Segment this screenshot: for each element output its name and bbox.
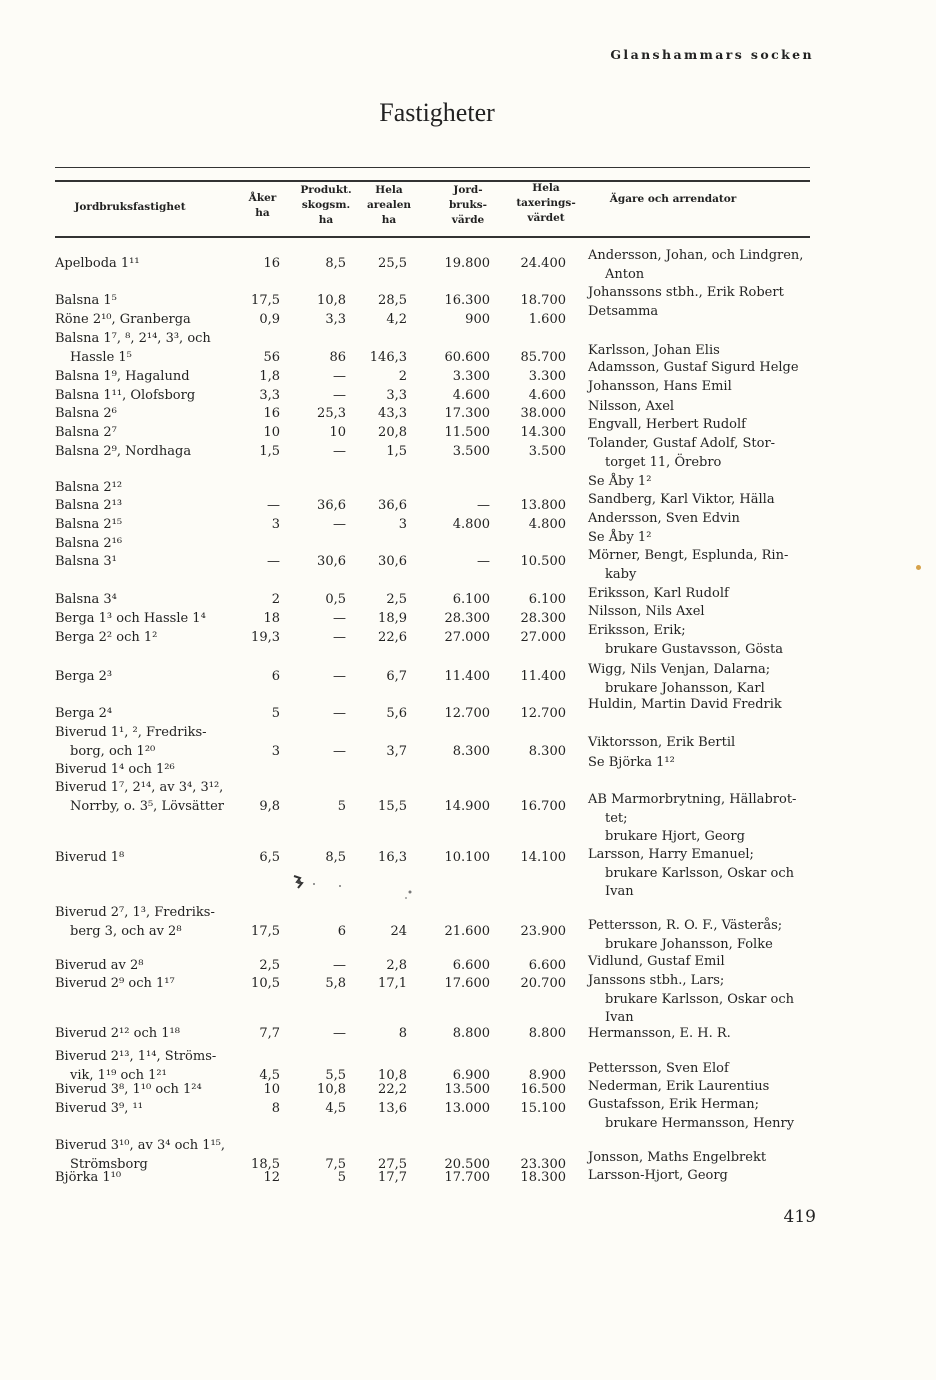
taxeringsvarde-value: 23.900 xyxy=(520,923,566,939)
owner-name: tet; xyxy=(605,810,628,826)
jordbruksvarde-value: — xyxy=(477,498,490,513)
areal-value: 28,5 xyxy=(378,293,407,308)
skog-value: — xyxy=(333,388,346,403)
owner-name: Sandberg, Karl Viktor, Hälla xyxy=(588,492,775,507)
aker-value: 7,7 xyxy=(259,1026,280,1041)
owner-name: Karlsson, Johan Elis xyxy=(588,343,720,358)
skog-value: — xyxy=(333,444,346,459)
property-name: Biverud 2¹² och 1¹⁸ xyxy=(55,1026,180,1041)
skog-value: — xyxy=(333,630,346,645)
taxeringsvarde-value: 23.300 xyxy=(520,1156,566,1172)
owner-name: Anton xyxy=(605,266,645,282)
taxeringsvarde-value: 27.000 xyxy=(520,630,566,645)
property-name: Biverud 3⁸, 1¹⁰ och 1²⁴ xyxy=(55,1082,202,1097)
areal-value: 13,6 xyxy=(378,1101,407,1116)
owner-name: Nilsson, Axel xyxy=(588,399,675,414)
owner-name: Eriksson, Erik; xyxy=(588,623,686,638)
aker-value: — xyxy=(267,554,280,569)
owner-name: brukare Hjort, Georg xyxy=(605,829,745,844)
jordbruksvarde-value: 17.700 xyxy=(444,1170,490,1185)
aker-value: 0,9 xyxy=(259,312,280,327)
jordbruksvarde-value: 60.600 xyxy=(444,349,490,365)
taxeringsvarde-value: 16.700 xyxy=(520,798,566,814)
areal-value: 3,7 xyxy=(386,743,407,759)
jordbruksvarde-value: 900 xyxy=(465,312,490,327)
jordbruksvarde-value: 6.600 xyxy=(452,958,490,973)
taxeringsvarde-value: 18.300 xyxy=(520,1170,566,1185)
property-name: Biverud 1⁸ xyxy=(55,850,125,865)
taxeringsvarde-value: 8.800 xyxy=(528,1026,566,1041)
skog-value: — xyxy=(333,669,346,684)
jordbruksvarde-value: 27.000 xyxy=(444,630,490,645)
property-name: Balsna 3¹ xyxy=(55,554,117,569)
areal-value: 6,7 xyxy=(386,669,407,684)
owner-name: Vidlund, Gustaf Emil xyxy=(588,954,725,969)
areal-value: 20,8 xyxy=(378,425,407,440)
header-top-rule xyxy=(55,180,810,182)
jordbruksvarde-value: 6.100 xyxy=(452,592,490,607)
areal-value: 10,8 xyxy=(378,1067,407,1083)
taxeringsvarde-value: 24.400 xyxy=(520,256,566,271)
skog-value: 0,5 xyxy=(325,592,346,607)
taxeringsvarde-value: 28.300 xyxy=(520,611,566,626)
owner-name: Detsamma xyxy=(588,304,659,319)
jordbruksvarde-value: 28.300 xyxy=(444,611,490,626)
aker-value: 2 xyxy=(271,592,280,607)
jordbruksvarde-value: 16.300 xyxy=(444,293,490,308)
aker-value: 3 xyxy=(271,743,280,759)
property-name: Biverud 2⁷, 1³, Fredriks- xyxy=(55,905,215,920)
skog-value: — xyxy=(333,369,346,384)
aker-value: 6,5 xyxy=(259,850,280,865)
areal-value: 27,5 xyxy=(378,1156,407,1172)
skog-value: 10 xyxy=(329,425,346,440)
property-name: Biverud 3¹⁰, av 3⁴ och 1¹⁵, xyxy=(55,1138,226,1153)
property-name: Balsna 2⁷ xyxy=(55,425,117,440)
ink-smudge xyxy=(288,870,418,906)
skog-value: — xyxy=(333,611,346,626)
areal-value: 1,5 xyxy=(386,444,407,459)
column-header: Ägare och arrendator xyxy=(609,193,737,205)
taxeringsvarde-value: 14.300 xyxy=(520,425,566,440)
owner-name: Nederman, Erik Laurentius xyxy=(588,1079,770,1094)
jordbruksvarde-value: 20.500 xyxy=(444,1156,490,1172)
owner-name: kaby xyxy=(605,566,637,582)
property-name: Balsna 1¹¹, Olofsborg xyxy=(55,388,196,403)
aker-value: 10 xyxy=(263,425,280,440)
aker-value: 18 xyxy=(263,611,280,626)
areal-value: 3 xyxy=(398,517,407,532)
jordbruksvarde-value: 11.400 xyxy=(444,669,490,684)
aker-value: 16 xyxy=(263,406,280,421)
skog-value: 10,8 xyxy=(317,1082,346,1097)
property-name: Norrby, o. 3⁵, Lövsätter xyxy=(70,798,225,814)
owner-name: Pettersson, Sven Elof xyxy=(588,1061,729,1076)
column-header: Jord- bruks- värde xyxy=(448,184,488,226)
skog-value: 30,6 xyxy=(317,554,346,569)
owner-name: brukare Johansson, Karl xyxy=(605,680,765,696)
jordbruksvarde-value: 11.500 xyxy=(444,425,490,440)
aker-value: 1,8 xyxy=(259,369,280,384)
taxeringsvarde-value: 15.100 xyxy=(520,1101,566,1116)
areal-value: 36,6 xyxy=(378,498,407,513)
property-name: Balsna 2⁹, Nordhaga xyxy=(55,444,192,459)
owner-name: Ivan xyxy=(605,884,634,899)
aker-value: 10 xyxy=(263,1082,280,1097)
owner-name: brukare Hermansson, Henry xyxy=(605,1115,795,1131)
property-name: Balsna 2⁶ xyxy=(55,406,117,421)
jordbruksvarde-value: 17.300 xyxy=(444,406,490,421)
taxeringsvarde-value: 12.700 xyxy=(520,706,566,721)
taxeringsvarde-value: 3.500 xyxy=(528,444,566,459)
taxeringsvarde-value: 14.100 xyxy=(520,850,566,865)
taxeringsvarde-value: 10.500 xyxy=(520,554,566,569)
skog-value: 3,3 xyxy=(325,312,346,327)
areal-value: 43,3 xyxy=(378,406,407,421)
areal-value: 25,5 xyxy=(378,256,407,271)
areal-value: 18,9 xyxy=(378,611,407,626)
skog-value: 5,8 xyxy=(325,976,346,991)
owner-name: Larsson, Harry Emanuel; xyxy=(588,847,754,862)
jordbruksvarde-value: 19.800 xyxy=(444,256,490,271)
property-name: Balsna 2¹³ xyxy=(55,498,123,513)
skog-value: — xyxy=(333,517,346,532)
jordbruksvarde-value: 4.600 xyxy=(452,388,490,403)
page-number: 419 xyxy=(783,1207,816,1227)
property-name: Balsna 2¹⁵ xyxy=(55,517,123,532)
aker-value: 3,3 xyxy=(259,388,280,403)
property-name: Berga 2⁴ xyxy=(55,706,113,721)
skog-value: 25,3 xyxy=(317,406,346,421)
owner-name: Se Åby 1² xyxy=(588,530,652,545)
property-name: Röne 2¹⁰, Granberga xyxy=(55,312,191,327)
owner-name: Adamsson, Gustaf Sigurd Helge xyxy=(588,360,799,375)
aker-value: 3 xyxy=(271,517,280,532)
jordbruksvarde-value: 8.300 xyxy=(452,743,490,759)
aker-value: 19,3 xyxy=(251,630,280,645)
areal-value: 8 xyxy=(398,1026,407,1041)
property-name: vik, 1¹⁹ och 1²¹ xyxy=(70,1067,167,1083)
areal-value: 17,1 xyxy=(378,976,407,991)
aker-value: 5 xyxy=(271,706,280,721)
owner-name: brukare Gustavsson, Gösta xyxy=(605,641,783,657)
property-name: Biverud 3⁹, ¹¹ xyxy=(55,1101,143,1116)
skog-value: — xyxy=(333,706,346,721)
taxeringsvarde-value: 8.900 xyxy=(528,1067,566,1083)
jordbruksvarde-value: 4.800 xyxy=(452,517,490,532)
taxeringsvarde-value: 16.500 xyxy=(520,1082,566,1097)
column-header: Åker ha xyxy=(248,192,277,219)
owner-name: Andersson, Sven Edvin xyxy=(588,511,740,526)
owner-name: Huldin, Martin David Fredrik xyxy=(588,697,782,712)
areal-value: 3,3 xyxy=(386,388,407,403)
jordbruksvarde-value: 6.900 xyxy=(452,1067,490,1083)
jordbruksvarde-value: — xyxy=(477,554,490,569)
jordbruksvarde-value: 21.600 xyxy=(444,923,490,939)
jordbruksvarde-value: 17.600 xyxy=(444,976,490,991)
property-name: Biverud av 2⁸ xyxy=(55,958,144,973)
property-name: Balsna 2¹⁶ xyxy=(55,536,123,551)
aker-value: 10,5 xyxy=(251,976,280,991)
owner-name: Janssons stbh., Lars; xyxy=(588,973,725,988)
skog-value: — xyxy=(333,1026,346,1041)
areal-value: 15,5 xyxy=(378,798,407,814)
aker-value: 56 xyxy=(263,349,280,365)
property-name: Balsna 1⁷, ⁸, 2¹⁴, 3³, och xyxy=(55,331,211,346)
owner-name: torget 11, Örebro xyxy=(605,454,722,470)
property-name: Biverud 1⁷, 2¹⁴, av 3⁴, 3¹², xyxy=(55,780,224,795)
taxeringsvarde-value: 85.700 xyxy=(520,349,566,365)
taxeringsvarde-value: 4.800 xyxy=(528,517,566,532)
skog-value: 8,5 xyxy=(325,850,346,865)
jordbruksvarde-value: 13.000 xyxy=(444,1101,490,1116)
taxeringsvarde-value: 6.600 xyxy=(528,958,566,973)
skog-value: 7,5 xyxy=(325,1156,346,1172)
areal-value: 17,7 xyxy=(378,1170,407,1185)
jordbruksvarde-value: 3.500 xyxy=(452,444,490,459)
stray-mark xyxy=(916,565,921,570)
areal-value: 2,5 xyxy=(386,592,407,607)
owner-name: Nilsson, Nils Axel xyxy=(588,604,705,619)
jordbruksvarde-value: 14.900 xyxy=(444,798,490,814)
owner-name: Johanssons stbh., Erik Robert xyxy=(588,285,784,300)
owner-name: AB Marmorbrytning, Hällabrot- xyxy=(588,792,797,807)
taxeringsvarde-value: 20.700 xyxy=(520,976,566,991)
property-name: Balsna 1⁹, Hagalund xyxy=(55,369,190,384)
areal-value: 2,8 xyxy=(386,958,407,973)
owner-name: Engvall, Herbert Rudolf xyxy=(588,417,746,432)
jordbruksvarde-value: 10.100 xyxy=(444,850,490,865)
skog-value: 10,8 xyxy=(317,293,346,308)
owner-name: brukare Karlsson, Oskar och xyxy=(605,991,795,1007)
owner-name: Se Åby 1² xyxy=(588,474,652,489)
owner-name: Hermansson, E. H. R. xyxy=(588,1026,731,1041)
areal-value: 2 xyxy=(398,369,407,384)
aker-value: 16 xyxy=(263,256,280,271)
aker-value: — xyxy=(267,498,280,513)
taxeringsvarde-value: 1.600 xyxy=(528,312,566,327)
aker-value: 9,8 xyxy=(259,798,280,814)
owner-name: Tolander, Gustaf Adolf, Stor- xyxy=(588,436,776,451)
top-rule xyxy=(55,167,810,168)
column-header: Hela arealen ha xyxy=(366,184,412,226)
property-name: Biverud 2⁹ och 1¹⁷ xyxy=(55,976,175,991)
skog-value: — xyxy=(333,743,346,759)
owner-name: Pettersson, R. O. F., Västerås; xyxy=(588,918,783,933)
property-name: Strömsborg xyxy=(70,1156,148,1172)
taxeringsvarde-value: 13.800 xyxy=(520,498,566,513)
areal-value: 5,6 xyxy=(386,706,407,721)
property-name: Balsna 3⁴ xyxy=(55,592,117,607)
property-name: berg 3, och av 2⁸ xyxy=(70,923,182,939)
owner-name: brukare Karlsson, Oskar och xyxy=(605,865,795,881)
aker-value: 1,5 xyxy=(259,444,280,459)
owner-name: Mörner, Bengt, Esplunda, Rin- xyxy=(588,548,789,563)
owner-name: Johansson, Hans Emil xyxy=(588,379,732,394)
taxeringsvarde-value: 8.300 xyxy=(528,743,566,759)
owner-name: Wigg, Nils Venjan, Dalarna; xyxy=(588,662,771,677)
jordbruksvarde-value: 13.500 xyxy=(444,1082,490,1097)
section-header: Glanshammars socken xyxy=(610,47,814,62)
taxeringsvarde-value: 3.300 xyxy=(528,369,566,384)
skog-value: 36,6 xyxy=(317,498,346,513)
skog-value: 5,5 xyxy=(325,1067,346,1083)
areal-value: 22,6 xyxy=(378,630,407,645)
taxeringsvarde-value: 4.600 xyxy=(528,388,566,403)
property-name: Balsna 2¹² xyxy=(55,480,123,495)
aker-value: 18,5 xyxy=(251,1156,280,1172)
owner-name: Gustafsson, Erik Herman; xyxy=(588,1097,759,1112)
aker-value: 8 xyxy=(271,1101,280,1116)
jordbruksvarde-value: 12.700 xyxy=(444,706,490,721)
owner-name: Ivan xyxy=(605,1010,634,1025)
property-name: Biverud 1⁴ och 1²⁶ xyxy=(55,762,175,777)
property-name: Berga 2² och 1² xyxy=(55,630,158,645)
owner-name: Jonsson, Maths Engelbrekt xyxy=(588,1150,767,1165)
skog-value: — xyxy=(333,958,346,973)
aker-value: 4,5 xyxy=(259,1067,280,1083)
property-name: Berga 1³ och Hassle 1⁴ xyxy=(55,611,206,626)
jordbruksvarde-value: 3.300 xyxy=(452,369,490,384)
page-title: Fastigheter xyxy=(379,98,495,127)
skog-value: 8,5 xyxy=(325,256,346,271)
header-bottom-rule xyxy=(55,236,810,238)
taxeringsvarde-value: 18.700 xyxy=(520,293,566,308)
skog-value: 86 xyxy=(329,349,346,365)
column-header: Produkt. skogsm. ha xyxy=(300,184,352,226)
owner-name: Eriksson, Karl Rudolf xyxy=(588,586,729,601)
aker-value: 6 xyxy=(271,669,280,684)
areal-value: 146,3 xyxy=(369,349,407,365)
property-name: Apelboda 1¹¹ xyxy=(55,256,140,271)
property-name: Biverud 1¹, ², Fredriks- xyxy=(55,725,207,740)
owner-name: Larsson-Hjort, Georg xyxy=(588,1168,728,1183)
taxeringsvarde-value: 11.400 xyxy=(520,669,566,684)
skog-value: 6 xyxy=(337,923,346,939)
areal-value: 16,3 xyxy=(378,850,407,865)
property-name: borg, och 1²⁰ xyxy=(70,743,156,759)
areal-value: 4,2 xyxy=(386,312,407,327)
aker-value: 17,5 xyxy=(251,923,280,939)
areal-value: 24 xyxy=(390,923,407,939)
column-header: Hela taxerings- värdet xyxy=(516,182,576,224)
property-name: Balsna 1⁵ xyxy=(55,293,117,308)
areal-value: 30,6 xyxy=(378,554,407,569)
column-header: Jordbruksfastighet xyxy=(74,201,186,213)
areal-value: 22,2 xyxy=(378,1082,407,1097)
taxeringsvarde-value: 6.100 xyxy=(528,592,566,607)
owner-name: Se Björka 1¹² xyxy=(588,755,675,770)
skog-value: 4,5 xyxy=(325,1101,346,1116)
property-name: Hassle 1⁵ xyxy=(70,349,132,365)
jordbruksvarde-value: 8.800 xyxy=(452,1026,490,1041)
owner-name: Andersson, Johan, och Lindgren, xyxy=(588,248,804,263)
property-name: Berga 2³ xyxy=(55,669,113,684)
taxeringsvarde-value: 38.000 xyxy=(520,406,566,421)
aker-value: 2,5 xyxy=(259,958,280,973)
skog-value: 5 xyxy=(337,1170,346,1185)
aker-value: 17,5 xyxy=(251,293,280,308)
property-name: Biverud 2¹³, 1¹⁴, Ströms- xyxy=(55,1049,217,1064)
aker-value: 12 xyxy=(263,1170,280,1185)
skog-value: 5 xyxy=(337,798,346,814)
owner-name: brukare Johansson, Folke xyxy=(605,936,773,952)
property-name: Björka 1¹⁰ xyxy=(55,1170,122,1185)
owner-name: Viktorsson, Erik Bertil xyxy=(588,735,736,750)
